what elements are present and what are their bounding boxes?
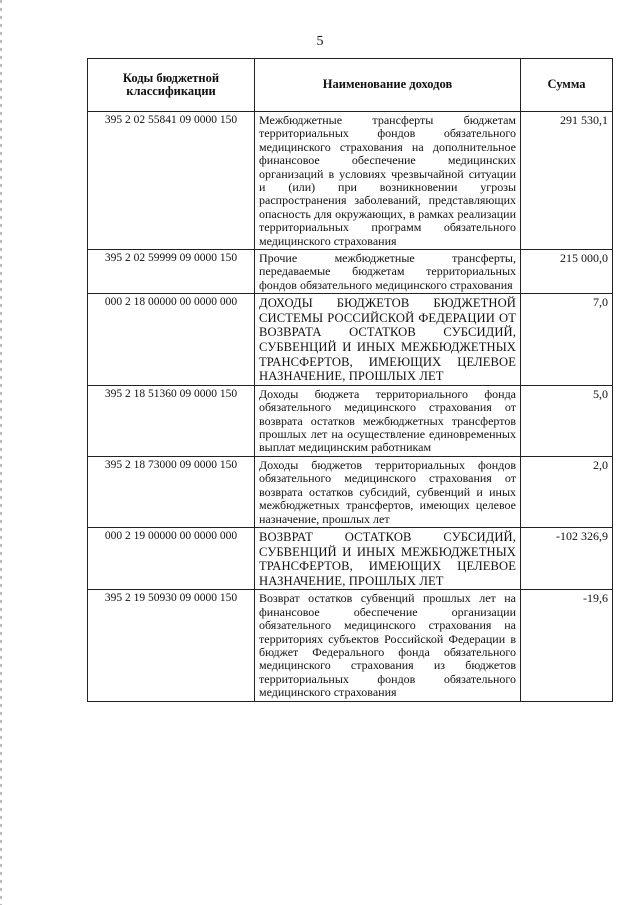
row-name: Межбюджетные трансферты бюджетам территориальных фондов обязательного медицинского страхования на дополнительное финансовое обеспечение медицинских организаций в условиях чрезвычайной ситуации и (или) при возникновении угрозы распространения заболеваний, представляющих опасность для окружающих, в рамках реализации территориальных программ обязательного медицинского страхования [255,112,521,250]
row-code: 395 2 19 50930 09 0000 150 [88,590,255,701]
row-code: 000 2 18 00000 00 0000 000 [88,294,255,386]
income-table [87,58,613,702]
table-row [88,385,613,456]
table-row [88,590,613,701]
row-sum: 215 000,0 [521,250,613,294]
table-row [88,456,613,527]
row-sum: 7,0 [521,294,613,386]
row-code: 395 2 02 59999 09 0000 150 [88,250,255,294]
row-code: 395 2 18 73000 09 0000 150 [88,456,255,527]
row-name: Доходы бюджета территориального фонда обязательного медицинского страхования от возврата остатков межбюджетных трансфертов прошлых лет на осуществление единовременных выплат медицинским работникам [255,385,521,456]
row-name: Возврат остатков субвенций прошлых лет на финансовое обеспечение организации обязательного медицинского страхования на территориях субъектов Российской Федерации в бюджет Федерального фонда обязательного медицинского страхования из бюджетов территориальных фондов обязательного медицинского страхования [255,590,521,701]
row-sum: -102 326,9 [521,527,613,589]
table-row [88,250,613,294]
row-name: ВОЗВРАТ ОСТАТКОВ СУБСИДИЙ, СУБВЕНЦИЙ И ИНЫХ МЕЖБЮДЖЕТНЫХ ТРАНСФЕРТОВ, ИМЕЮЩИХ ЦЕЛЕВОЕ НАЗНАЧЕНИЕ, ПРОШЛЫХ ЛЕТ [255,527,521,589]
row-name: Доходы бюджетов территориальных фондов обязательного медицинского страхования от возврата остатков субсидий, субвенций и иных межбюджетных трансфертов, имеющих целевое назначение, прошлых лет [255,456,521,527]
scan-edge-artifact [0,0,2,905]
row-code: 000 2 19 00000 00 0000 000 [88,527,255,589]
row-sum: 291 530,1 [521,112,613,250]
row-name: Прочие межбюджетные трансферты, передаваемые бюджетам территориальных фондов обязательного медицинского страхования [255,250,521,294]
table-row [88,112,613,250]
table-row [88,294,613,386]
row-sum: -19,6 [521,590,613,701]
table-row [88,527,613,589]
row-sum: 5,0 [521,385,613,456]
header-name: Наименование доходов [255,59,521,112]
row-code: 395 2 18 51360 09 0000 150 [88,385,255,456]
row-code: 395 2 02 55841 09 0000 150 [88,112,255,250]
table-header-row [88,59,613,112]
row-sum: 2,0 [521,456,613,527]
header-sum: Сумма [521,59,613,112]
header-code: Коды бюджетной классификации [88,59,255,112]
row-name: ДОХОДЫ БЮДЖЕТОВ БЮДЖЕТНОЙ СИСТЕМЫ РОССИЙСКОЙ ФЕДЕРАЦИИ ОТ ВОЗВРАТА ОСТАТКОВ СУБСИДИЙ, СУБВЕНЦИЙ И ИНЫХ МЕЖБЮДЖЕТНЫХ ТРАНСФЕРТОВ, ИМЕЮЩИХ ЦЕЛЕВОЕ НАЗНАЧЕНИЕ, ПРОШЛЫХ ЛЕТ [255,294,521,386]
page-number: 5 [316,34,324,49]
